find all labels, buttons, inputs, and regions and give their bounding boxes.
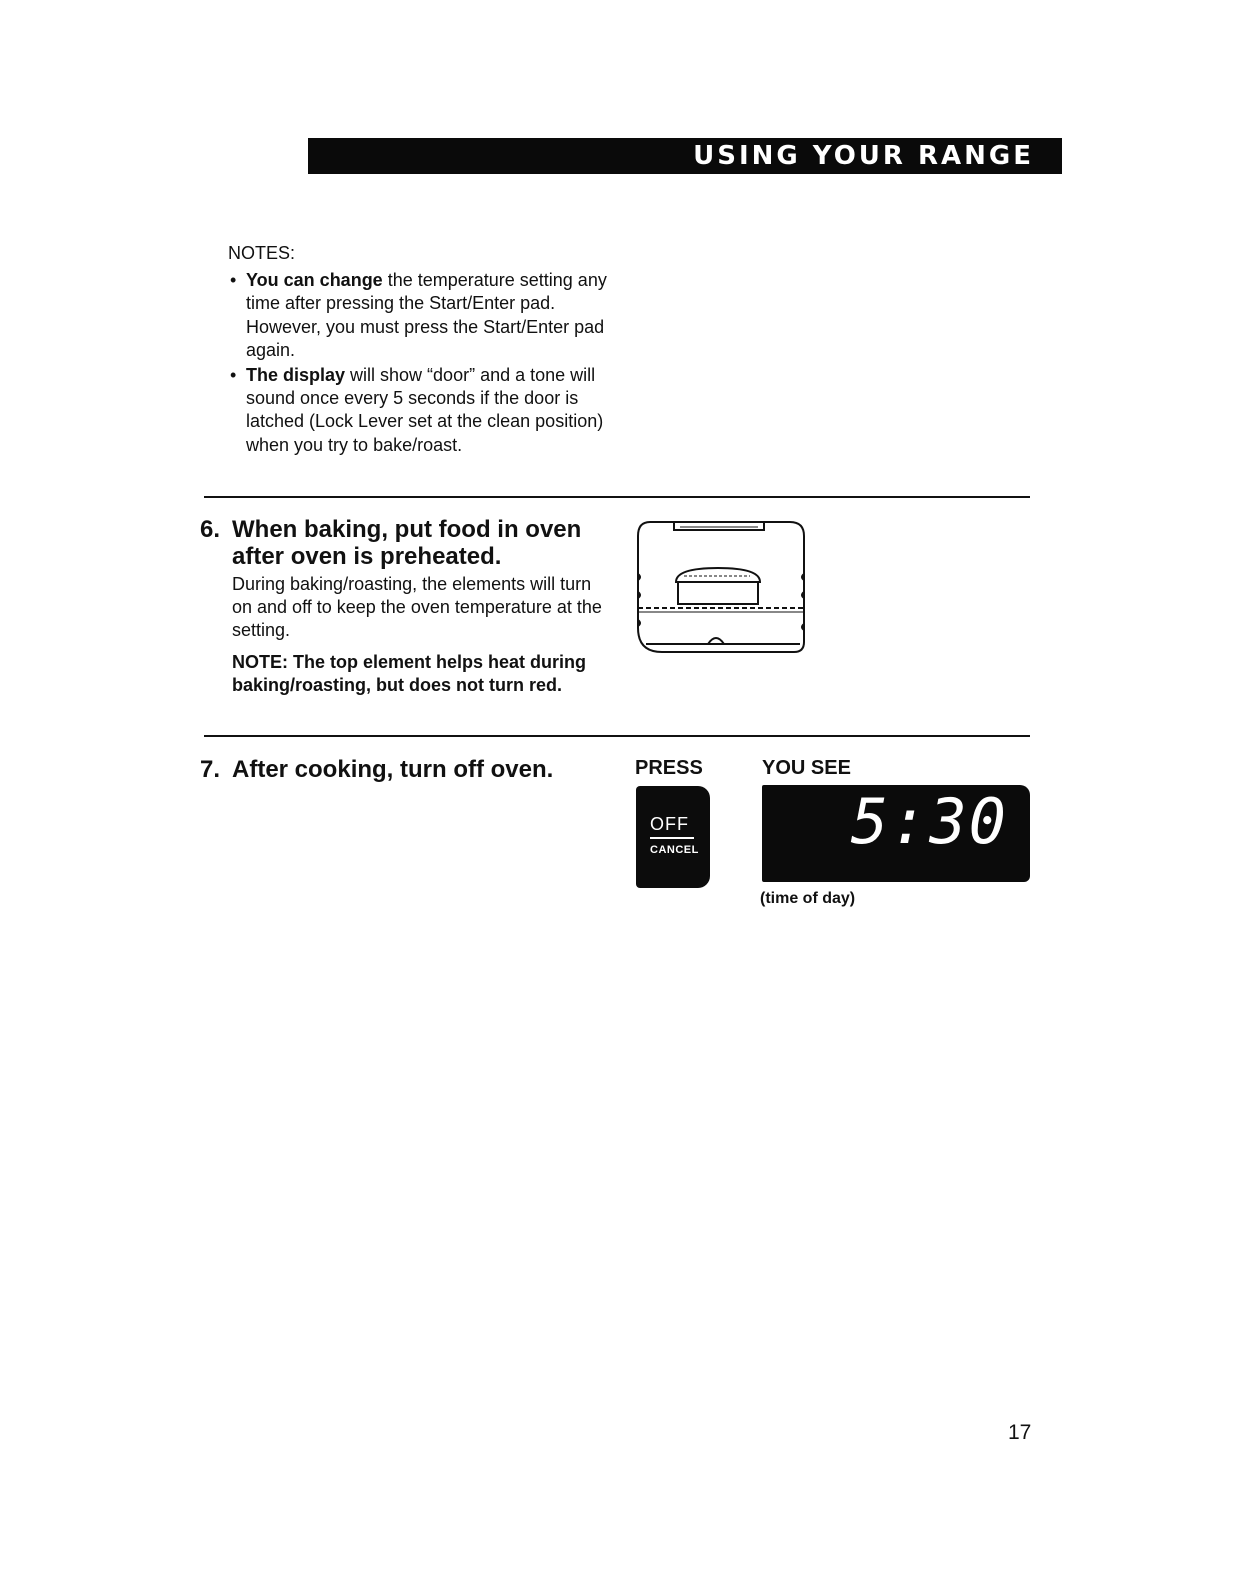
display-caption: (time of day) [760,890,856,907]
notes-section [228,242,628,459]
section-divider [204,496,1030,498]
notes-item [228,269,628,362]
off-label: OFF [650,814,689,834]
step-note: NOTE: The top element helps heat during baking/roasting, but does not turn red. [232,652,587,696]
step-title: After cooking, turn off oven. [232,756,554,783]
off-underline [650,837,694,839]
section-divider [204,735,1030,737]
step-6 [200,516,610,697]
notes-item-lead: The display [246,365,346,386]
step-number: 7. [200,756,221,783]
notes-item-text: the temperature setting any time after pressing the Start/Enter pad. However, you must press the Start/Enter pad again. [246,270,607,360]
display-time: 5:30 [850,785,1008,858]
step-number: 6. [200,516,221,543]
cancel-label: CANCEL [650,844,699,856]
bullet-icon: • [230,365,237,386]
bullet-icon: • [230,270,237,291]
you-see-label: YOU SEE [762,757,851,779]
notes-item-text: will show “door” and a tone will sound once every 5 seconds if the door is latched (Lock Lever set at the clean position) when you try to bake/roast. [246,365,604,455]
step-6-heading [200,516,610,570]
off-cancel-button[interactable] [636,786,710,888]
step-7 [200,756,620,783]
press-label: PRESS [635,757,703,779]
notes-item [228,364,628,457]
notes-heading: NOTES: [228,243,296,263]
step-title: When baking, put food in oven after oven is preheated. [232,516,582,570]
section-header-title: USING YOUR RANGE [693,141,1034,171]
section-header-bar [308,138,1062,174]
step-7-heading [200,756,620,783]
page-number: 17 [1008,1421,1032,1444]
oven-display [762,785,1030,882]
notes-item-lead: You can change [246,270,383,291]
step-body: During baking/roasting, the elements will turn on and off to keep the oven temperature at the setting. [232,574,602,640]
oven-interior-illustration [628,516,812,658]
